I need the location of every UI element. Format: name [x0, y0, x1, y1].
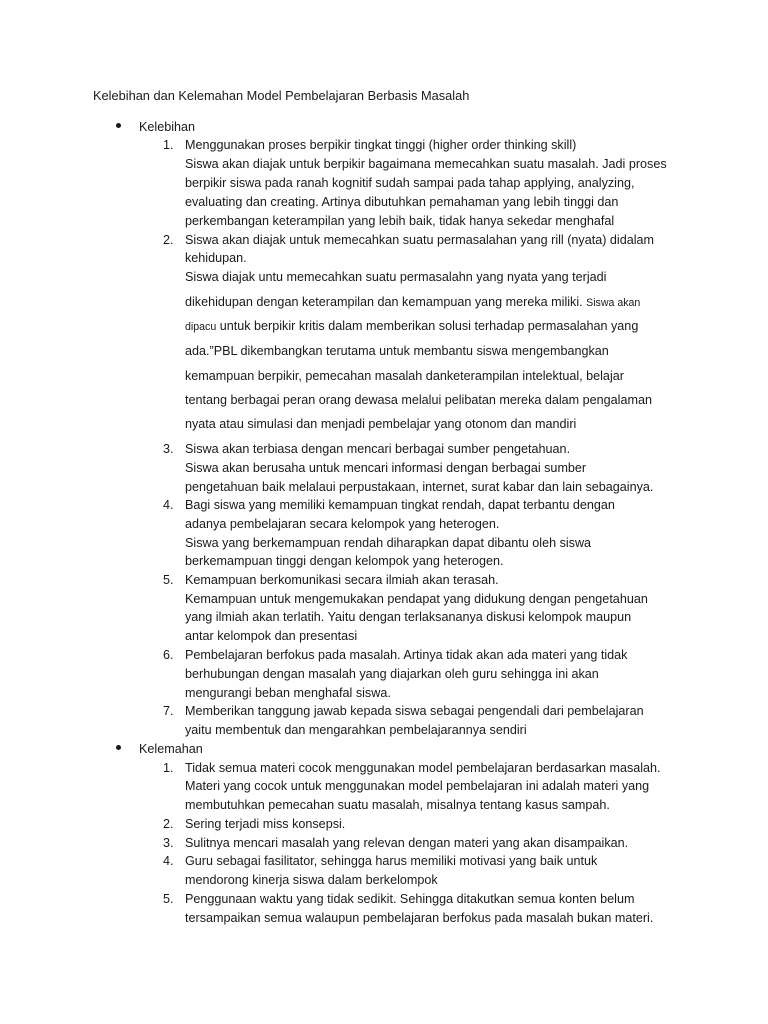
section-bullet-kelebihan	[116, 120, 195, 134]
bullet-icon	[116, 123, 121, 128]
item-number: 2.	[163, 817, 174, 831]
section-heading: Kelemahan	[139, 742, 203, 756]
item-line	[185, 295, 640, 309]
item-line: kehidupan.	[185, 251, 247, 265]
item-line: mendorong kinerja siswa dalam berkelompok	[185, 873, 438, 887]
item-line: berpikir siswa pada ranah kognitif sudah sampai pada tahap applying, analyzing,	[185, 176, 635, 190]
item-number: 3.	[163, 442, 174, 456]
item-line: nyata atau simulasi dan menjadi pembelajar yang otonom dan mandiri	[185, 417, 577, 431]
item-line: kemampuan berpikir, pemecahan masalah danketerampilan intelektual, belajar	[185, 369, 624, 383]
item-line: membutuhkan pemecahan suatu masalah, misalnya tentang kasus sampah.	[185, 798, 610, 812]
item-line: Siswa akan diajak untuk berpikir bagaimana memecahkan suatu masalah. Jadi proses	[185, 157, 667, 171]
item-heading: Pembelajaran berfokus pada masalah. Artinya tidak akan ada materi yang tidak	[185, 648, 628, 662]
item-heading: Kemampuan berkomunikasi secara ilmiah akan terasah.	[185, 573, 499, 587]
item-heading: Sulitnya mencari masalah yang relevan dengan materi yang akan disampaikan.	[185, 836, 629, 850]
item-line: Siswa akan berusaha untuk mencari informasi dengan berbagai sumber	[185, 461, 587, 475]
item-number: 5.	[163, 892, 174, 906]
item-number: 4.	[163, 498, 174, 512]
item-line: tersampaikan semua walaupun pembelajaran berfokus pada masalah bukan materi.	[185, 911, 654, 925]
item-number: 5.	[163, 573, 174, 587]
item-number: 6.	[163, 648, 174, 662]
item-heading: Sering terjadi miss konsepsi.	[185, 817, 346, 831]
item-line-small: Siswa akan	[586, 297, 641, 309]
section-heading: Kelebihan	[139, 120, 196, 134]
item-number: 1.	[163, 138, 174, 152]
item-line: berhubungan dengan masalah yang diajarkan oleh guru sehingga ini akan	[185, 667, 599, 681]
item-heading: Guru sebagai fasilitator, sehingga harus memiliki motivasi yang baik untuk	[185, 854, 598, 868]
item-heading: Bagi siswa yang memiliki kemampuan tingkat rendah, dapat terbantu dengan	[185, 498, 615, 512]
item-number: 4.	[163, 854, 174, 868]
item-line-small: dipacu	[185, 321, 217, 333]
item-line: perkembangan keterampilan yang lebih baik, tidak hanya sekedar menghafal	[185, 214, 615, 228]
item-number: 2.	[163, 233, 174, 247]
item-line: yaitu membentuk dan mengarahkan pembelajarannya sendiri	[185, 723, 527, 737]
item-heading: Menggunakan proses berpikir tingkat tinggi (higher order thinking skill)	[185, 138, 577, 152]
item-line: berkemampuan tinggi dengan kelompok yang heterogen.	[185, 554, 504, 568]
item-line: Siswa yang berkemampuan rendah diharapkan dapat dibantu oleh siswa	[185, 536, 592, 550]
item-line	[185, 319, 638, 333]
item-line: antar kelompok dan presentasi	[185, 629, 358, 643]
section-bullet-kelemahan	[116, 742, 203, 756]
item-heading: Siswa akan terbiasa dengan mencari berbagai sumber pengetahuan.	[185, 442, 571, 456]
item-line: Kemampuan untuk mengemukakan pendapat yang didukung dengan pengetahuan	[185, 592, 648, 606]
item-line: yang ilmiah akan terlatih. Yaitu dengan terlaksananya diskusi kelompok maupun	[185, 610, 632, 624]
item-line: mengurangi beban menghafal siswa.	[185, 686, 391, 700]
item-line: ada.”PBL dikembangkan terutama untuk membantu siswa mengembangkan	[185, 344, 609, 358]
item-line-part: dikehidupan dengan keterampilan dan kemampuan yang mereka miliki.	[185, 295, 583, 309]
item-line: pengetahuan baik melalaui perpustakaan, internet, surat kabar dan lain sebagainya.	[185, 480, 654, 494]
item-line: Siswa diajak untu memecahkan suatu permasalahn yang nyata yang terjadi	[185, 270, 607, 284]
item-number: 7.	[163, 704, 174, 718]
item-heading: Tidak semua materi cocok menggunakan model pembelajaran berdasarkan masalah.	[185, 761, 661, 775]
item-heading: Memberikan tanggung jawab kepada siswa sebagai pengendali dari pembelajaran	[185, 704, 644, 718]
item-line: Materi yang cocok untuk menggunakan model pembelajaran ini adalah materi yang	[185, 779, 650, 793]
item-number: 3.	[163, 836, 174, 850]
item-heading: Penggunaan waktu yang tidak sedikit. Sehingga ditakutkan semua konten belum	[185, 892, 635, 906]
item-line: evaluating dan creating. Artinya dibutuhkan pemahaman yang lebih tinggi dan	[185, 195, 619, 209]
item-number: 1.	[163, 761, 174, 775]
item-line-part: untuk berpikir kritis dalam memberikan solusi terhadap permasalahan yang	[219, 319, 639, 333]
bullet-icon	[116, 745, 121, 750]
item-heading: Siswa akan diajak untuk memecahkan suatu permasalahan yang rill (nyata) didalam	[185, 233, 655, 247]
item-line: adanya pembelajaran secara kelompok yang heterogen.	[185, 517, 500, 531]
item-line: tentang berbagai peran orang dewasa melalui pelibatan mereka dalam pengalaman	[185, 393, 652, 407]
document-title: Kelebihan dan Kelemahan Model Pembelajaran Berbasis Masalah	[93, 88, 470, 103]
